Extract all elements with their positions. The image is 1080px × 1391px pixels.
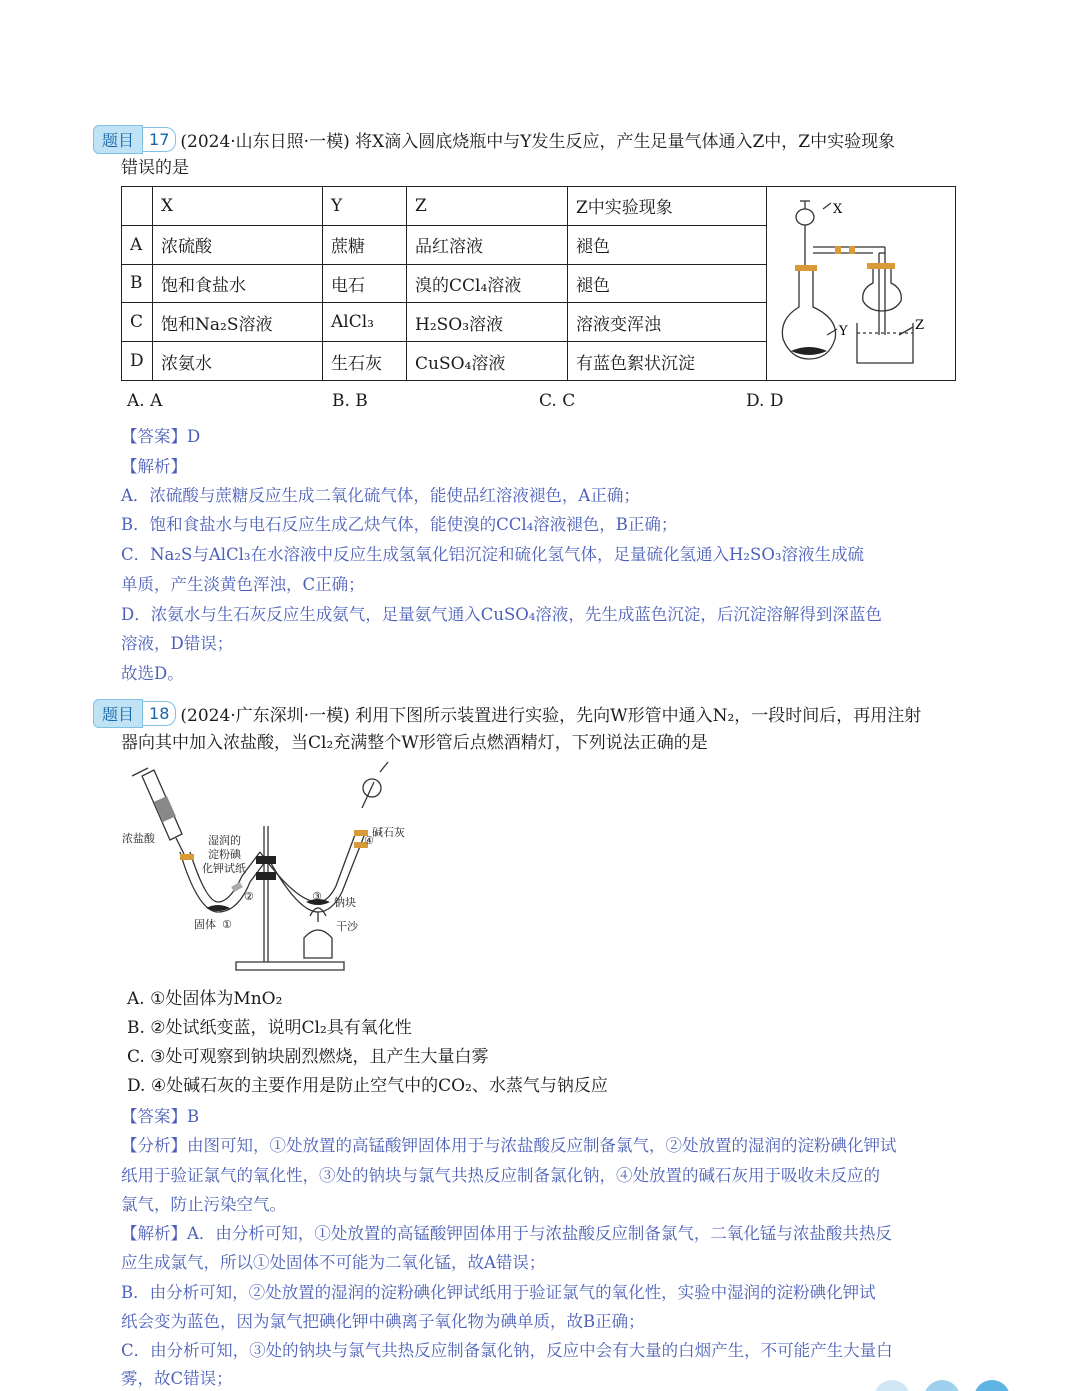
label-paper: 化钾试纸 xyxy=(202,862,246,875)
label-acid: 浓盐酸 xyxy=(122,832,155,845)
option-a: A. ①处固体为MnO₂ xyxy=(127,989,283,1009)
table-cell: AlCl₃ xyxy=(323,303,407,342)
label-circle-1: ① xyxy=(222,918,232,931)
table-cell: B xyxy=(122,264,153,303)
question-number: 17 xyxy=(143,127,176,152)
analysis-line: 纸会变为蓝色，因为氯气把碘化钾中碘离子氧化物为碘单质，故B正确； xyxy=(121,1312,645,1331)
analysis-line: D．浓氨水与生石灰反应生成氨气，足量氨气通入CuSO₄溶液，先生成蓝色沉淀，后沉淀溶解得到深蓝色 xyxy=(121,605,882,624)
option-b: B. ②处试纸变蓝，说明Cl₂具有氧化性 xyxy=(127,1018,412,1038)
table-cell: 饱和Na₂S溶液 xyxy=(153,303,323,342)
label-soda-lime: 碱石灰 xyxy=(372,826,405,839)
analysis-line: 氯气，防止污染空气。 xyxy=(121,1195,286,1214)
answer: 【答案】D xyxy=(121,427,201,446)
apparatus-cell xyxy=(767,187,956,381)
analysis-line: 纸用于验证氯气的氧化性，③处的钠块与氯气共热反应制备氯化钠，④处放置的碱石灰用于吸收未反应的 xyxy=(121,1166,880,1185)
table-cell: 饱和食盐水 xyxy=(153,264,323,303)
label-z: Z xyxy=(915,318,925,333)
table-cell: 浓硫酸 xyxy=(153,225,323,264)
table-cell: 溴的CCl₄溶液 xyxy=(407,264,568,303)
q17-table xyxy=(121,186,956,381)
label-y: Y xyxy=(839,324,848,339)
table-cell: 褪色 xyxy=(568,264,767,303)
option-d: D. ④处碱石灰的主要作用是防止空气中的CO₂、水蒸气与钠反应 xyxy=(127,1076,608,1096)
table-cell: Z中实验现象 xyxy=(568,187,767,226)
analysis-line: C．Na₂S与AlCl₃在水溶液中反应生成氢氧化铝沉淀和硫化氢气体，足量硫化氢通入H₂SO₃溶液生成硫 xyxy=(121,545,864,564)
analysis-line: 【分析】由图可知，①处放置的高锰酸钾固体用于与浓盐酸反应制备氯气，②处放置的湿润的淀粉碘化钾试 xyxy=(121,1136,897,1155)
option-c: C. ③处可观察到钠块剧烈燃烧，且产生大量白雾 xyxy=(127,1047,489,1067)
option-a: A. A xyxy=(127,391,163,411)
label-circle-2: ② xyxy=(244,890,254,903)
label-sand: 干沙 xyxy=(336,920,358,933)
table-cell: 电石 xyxy=(323,264,407,303)
label-solid: 固体 xyxy=(194,918,216,931)
table-cell: 溶液变浑浊 xyxy=(568,303,767,342)
question-stem: (2024·山东日照·一模) 将X滴入圆底烧瓶中与Y发生反应，产生足量气体通入Z中，Z中实验现象 xyxy=(180,131,896,152)
table-cell: CuSO₄溶液 xyxy=(407,342,568,381)
table-cell: 褪色 xyxy=(568,225,767,264)
label-paper: 淀粉碘 xyxy=(208,848,241,861)
table-cell: 品红溶液 xyxy=(407,225,568,264)
question-stem-cont: 错误的是 xyxy=(121,158,189,178)
analysis-line: 雾，故C错误； xyxy=(121,1369,233,1388)
question-stem: (2024·广东深圳·一模) 利用下图所示装置进行实验，先向W形管中通入N₂，一段时间后，再用注射 xyxy=(180,705,922,726)
table-cell: H₂SO₃溶液 xyxy=(407,303,568,342)
analysis-line: C．由分析可知，③处的钠块与氯气共热反应制备氯化钠，反应中会有大量的白烟产生，不可能产生大量白 xyxy=(121,1341,893,1360)
table-cell: Z xyxy=(407,187,568,226)
table-cell: Y xyxy=(323,187,407,226)
option-d: D. D xyxy=(746,391,784,411)
table-cell: 有蓝色絮状沉淀 xyxy=(568,342,767,381)
label-circle-4: ④ xyxy=(364,834,374,847)
question-17-header xyxy=(93,126,895,152)
table-cell xyxy=(122,187,153,226)
table-cell: 生石灰 xyxy=(323,342,407,381)
analysis-title: 【解析】 xyxy=(121,457,187,476)
answer: 【答案】B xyxy=(121,1107,200,1126)
question-18-header xyxy=(93,700,921,726)
label-x: X xyxy=(833,202,843,217)
page-decoration xyxy=(870,1378,1020,1391)
table-cell: C xyxy=(122,303,153,342)
analysis-line: 【解析】A．由分析可知，①处放置的高锰酸钾固体用于与浓盐酸反应制备氯气，二氧化锰与浓盐酸共热反 xyxy=(121,1224,892,1243)
table-cell: D xyxy=(122,342,153,381)
question-number: 18 xyxy=(143,701,176,726)
analysis-line: 应生成氯气，所以①处固体不可能为二氧化锰，故A错误； xyxy=(121,1253,546,1272)
question-stem-cont: 器向其中加入浓盐酸，当Cl₂充满整个W形管后点燃酒精灯，下列说法正确的是 xyxy=(121,733,708,753)
analysis-line: B．由分析可知，②处放置的湿润的淀粉碘化钾试纸用于验证氯气的氧化性，实验中湿润的淀粉碘化钾试 xyxy=(121,1283,876,1302)
label-circle-3: ③ xyxy=(312,890,322,903)
analysis-line: 故选D。 xyxy=(121,664,184,683)
table-header-row xyxy=(122,187,956,226)
question-tag: 题目 xyxy=(93,125,143,154)
analysis-line: 溶液，D错误； xyxy=(121,634,234,653)
question-tag: 题目 xyxy=(93,699,143,728)
table-cell: 浓氨水 xyxy=(153,342,323,381)
option-c: C. C xyxy=(539,391,576,411)
table-cell: 蔗糖 xyxy=(323,225,407,264)
table-cell: X xyxy=(153,187,323,226)
label-sodium: 钠块 xyxy=(334,896,356,909)
analysis-line: A．浓硫酸与蔗糖反应生成二氧化硫气体，能使品红溶液褪色，A正确； xyxy=(121,486,640,505)
apparatus-figure xyxy=(767,187,955,375)
option-b: B. B xyxy=(332,391,368,411)
w-tube-apparatus xyxy=(118,762,405,974)
analysis-line: 单质，产生淡黄色浑浊，C正确； xyxy=(121,575,365,594)
table-cell: A xyxy=(122,225,153,264)
label-paper: 湿润的 xyxy=(208,834,241,847)
analysis-line: B．饱和食盐水与电石反应生成乙炔气体，能使溴的CCl₄溶液褪色，B正确； xyxy=(121,515,678,534)
